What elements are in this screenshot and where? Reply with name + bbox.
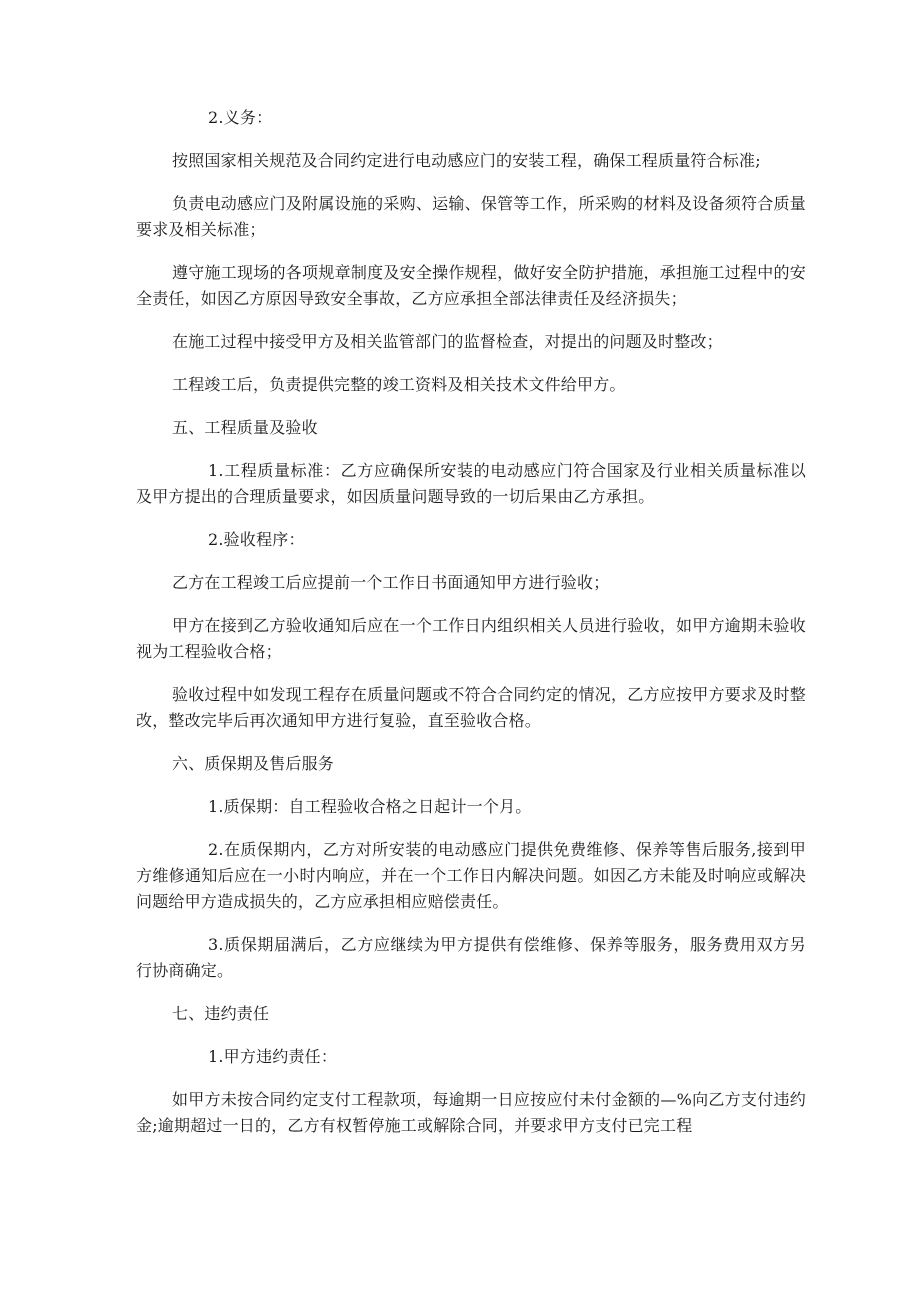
clause-text: .质保期届满后，乙方应继续为甲方提供有偿维修、保养等服务，服务费用双方另行协商确定。 bbox=[136, 935, 806, 980]
paragraph-site-safety: 遵守施工现场的各项规章制度及安全操作规程，做好安全防护措施，承担施工过程中的安全责任，如因乙方原因导致安全事故，乙方应承担全部法律责任及经济损失； bbox=[136, 263, 806, 308]
paragraph-acceptance-notice: 乙方在工程竣工后应提前一个工作日书面通知甲方进行验收； bbox=[172, 573, 610, 592]
clause-number: 2 bbox=[208, 840, 219, 859]
clause-number: 2 bbox=[208, 530, 219, 549]
section-heading-quality-acceptance: 五、工程质量及验收 bbox=[172, 418, 318, 437]
section-heading-liability: 七、违约责任 bbox=[172, 1004, 270, 1023]
clause-text: .甲方违约责任： bbox=[218, 1047, 338, 1066]
clause-text: .验收程序： bbox=[218, 530, 305, 549]
paragraph-late-payment: 如甲方未按合同约定支付工程款项，每逾期一日应按应付未付金额的—%向乙方支付违约金;逾期超过一日的，乙方有权暂停施工或解除合同，并要求甲方支付已完工程 bbox=[136, 1090, 806, 1135]
clause-number: 1 bbox=[208, 797, 219, 816]
clause-number: 2 bbox=[208, 108, 219, 127]
paragraph-acceptance-organize: 甲方在接到乙方验收通知后应在一个工作日内组织相关人员进行验收，如甲方逾期未验收视为工程验收合格； bbox=[136, 616, 806, 661]
clause-2-acceptance-procedure bbox=[136, 527, 806, 553]
clause-text: .质保期：自工程验收合格之日起计一个月。 bbox=[218, 797, 532, 816]
clause-text: .义务： bbox=[218, 108, 273, 127]
clause-1-warranty-period bbox=[136, 794, 806, 820]
paragraph-install-standard: 按照国家相关规范及合同约定进行电动感应门的安装工程，确保工程质量符合标准; bbox=[172, 151, 761, 170]
paragraph-supervision: 在施工过程中接受甲方及相关监管部门的监督检查，对提出的问题及时整改； bbox=[172, 332, 723, 351]
clause-1-quality-standard bbox=[136, 458, 806, 510]
clause-number: 1 bbox=[208, 1047, 219, 1066]
clause-number: 3 bbox=[208, 935, 219, 954]
clause-number: 1 bbox=[208, 461, 219, 480]
clause-text: .在质保期内，乙方对所安装的电动感应门提供免费维修、保养等售后服务,接到甲方维修通知后应在一小时内响应，并在一个工作日内解决问题。如因乙方未能及时响应或解决问题给甲方造成损失的，乙方应承担相应赔偿责任。 bbox=[136, 840, 806, 911]
contract-body bbox=[136, 105, 806, 1156]
clause-2-free-maintenance bbox=[136, 837, 806, 915]
clause-3-paid-service bbox=[136, 932, 806, 984]
clause-text: .工程质量标准：乙方应确保所安装的电动感应门符合国家及行业相关质量标准以及甲方提出的合理质量要求，如因质量问题导致的一切后果由乙方承担。 bbox=[136, 461, 806, 506]
section-heading-warranty-service: 六、质保期及售后服务 bbox=[172, 754, 335, 773]
paragraph-acceptance-rectify: 验收过程中如发现工程存在质量问题或不符合合同约定的情况，乙方应按甲方要求及时整改，整改完毕后再次通知甲方进行复验，直至验收合格。 bbox=[136, 685, 806, 730]
clause-2-obligations bbox=[136, 105, 806, 131]
paragraph-completion-docs: 工程竣工后，负责提供完整的竣工资料及相关技术文件给甲方。 bbox=[172, 375, 626, 394]
paragraph-procurement: 负责电动感应门及附属设施的采购、运输、保管等工作，所采购的材料及设备须符合质量要求及相关标准； bbox=[136, 194, 806, 239]
clause-1-party-a-liability bbox=[136, 1044, 806, 1070]
